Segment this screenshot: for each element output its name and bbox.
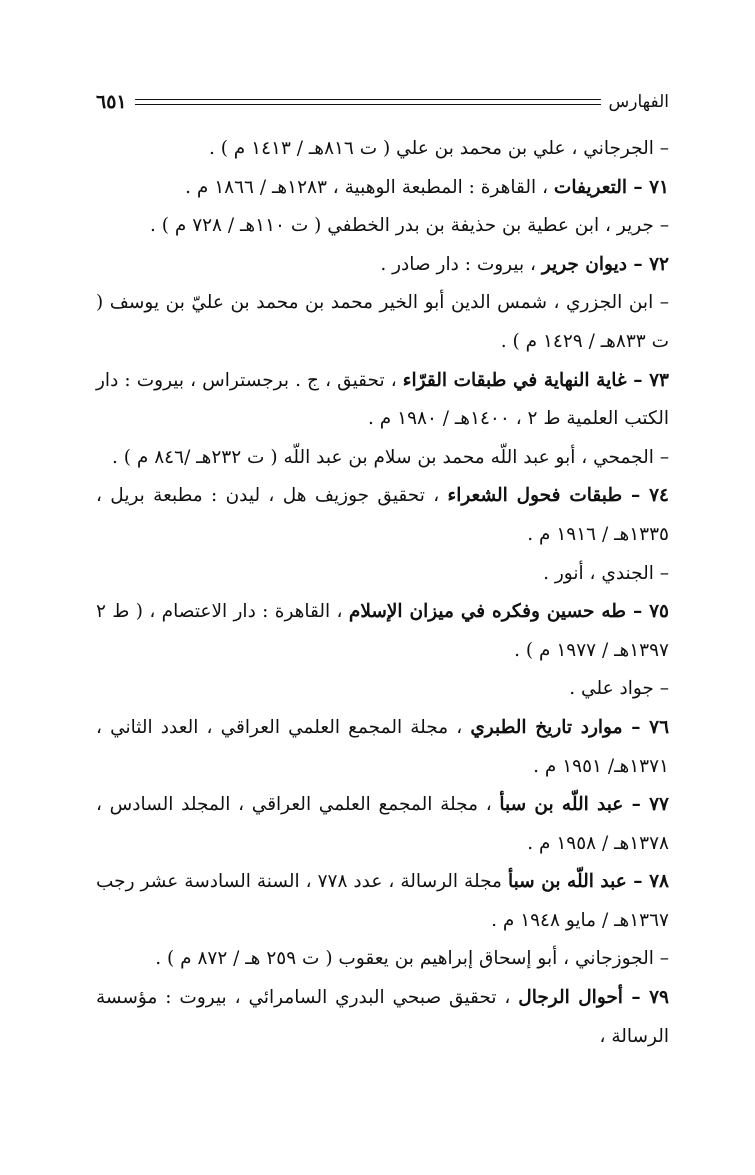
book-title: التعريفات [553,176,627,198]
book-entry [96,593,669,670]
author-line: – الجرجاني ، علي بن محمد بن علي ( ت ٨١٦هـ / ١٤١٣ م ) . [208,138,669,159]
book-details: ، مجلة المجمع العلمي العراقي ، العدد الثاني ، ١٣٧١هـ/ ١٩٥١ م . [96,716,669,777]
author-line: – الجمحي ، أبو عبد اللّه محمد بن سلام بن عبد اللّه ( ت ٢٣٢هـ /٨٤٦ م ) . [112,446,669,468]
book-entry [96,863,669,940]
bibliography-list [96,130,669,1056]
book-details: ، تحقيق صبحي البدري السامرائي ، بيروت : مؤسسة الرسالة ، [96,987,669,1047]
book-details: ، بيروت : دار صادر . [380,253,542,275]
author-line: – جواد علي . [569,678,669,700]
author-line: – جرير ، ابن عطية بن حذيفة بن بدر الخطفي ( ت ١١٠هـ / ٧٢٨ م ) . [149,215,669,237]
book-details: ، القاهرة : المطبعة الوهبية ، ١٢٨٣هـ / ١٨٦٦ م . [185,176,554,198]
entry-number: ٧٦ – [622,716,670,738]
author-line: – ابن الجزري ، شمس الدين أبو الخير محمد بن محمد بن عليّ بن يوسف ( ت ٨٣٣هـ / ١٤٢٩ م ) . [96,292,669,352]
author-line: – الجندي ، أنور . [543,562,669,584]
book-title: موارد تاريخ الطبري [470,716,623,738]
entry-number: ٧١ – [626,176,669,198]
book-entry [96,786,669,863]
page-number: ٦٥١ [96,91,127,113]
book-entry [96,709,669,786]
book-entry [96,246,669,285]
author-line: – الجوزجاني ، أبو إسحاق إبراهيم بن يعقوب ( ت ٢٥٩ هـ / ٨٧٢ م ) . [155,948,669,970]
entry-number: ٧٧ – [623,794,669,816]
book-entry [96,362,669,439]
book-details: ، تحقيق ، ج . برجستراس ، بيروت : دار الكتب العلمية ط ٢ ، ١٤٠٠هـ / ١٩٨٠ م . [96,369,669,430]
book-details: ، تحقيق جوزيف هل ، ليدن : مطبعة بريل ، ١٣٣٥هـ / ١٩١٦ م . [96,485,669,545]
running-header [96,86,669,118]
entry-number: ٧٩ – [622,987,669,1009]
book-title: عبد اللّه بن سبأ [499,794,624,816]
book-details: ، مجلة المجمع العلمي العراقي ، المجلد السادس ، ١٣٧٨هـ / ١٩٥٨ م . [96,794,669,854]
book-entry [96,477,669,554]
book-title: طه حسين وفكره في ميزان الإسلام [348,601,627,623]
book-details: مجلة الرسالة ، عدد ٧٧٨ ، السنة السادسة عشر رجب ١٣٦٧هـ / مايو ١٩٤٨ م . [96,871,669,931]
header-rule [135,99,601,105]
book-title: أحوال الرجال [518,987,623,1009]
header-title: الفهارس [608,92,669,112]
entry-number: ٧٢ – [626,253,669,275]
book-entry [96,169,669,208]
entry-number: ٧٥ – [626,601,669,623]
book-title: عبد اللّه بن سبأ [507,871,627,893]
entry-number: ٧٨ – [626,871,669,893]
book-details: ، القاهرة : دار الاعتصام ، ( ط ٢ ١٣٩٧هـ / ١٩٧٧ م ) . [96,601,669,661]
book-title: غاية النهاية في طبقات القرّاء [402,369,627,391]
book-entry [96,979,669,1056]
entry-number: ٧٤ – [622,485,669,507]
entry-number: ٧٣ – [626,369,669,391]
book-title: ديوان جرير [541,253,627,275]
book-title: طبقات فحول الشعراء [447,485,623,507]
